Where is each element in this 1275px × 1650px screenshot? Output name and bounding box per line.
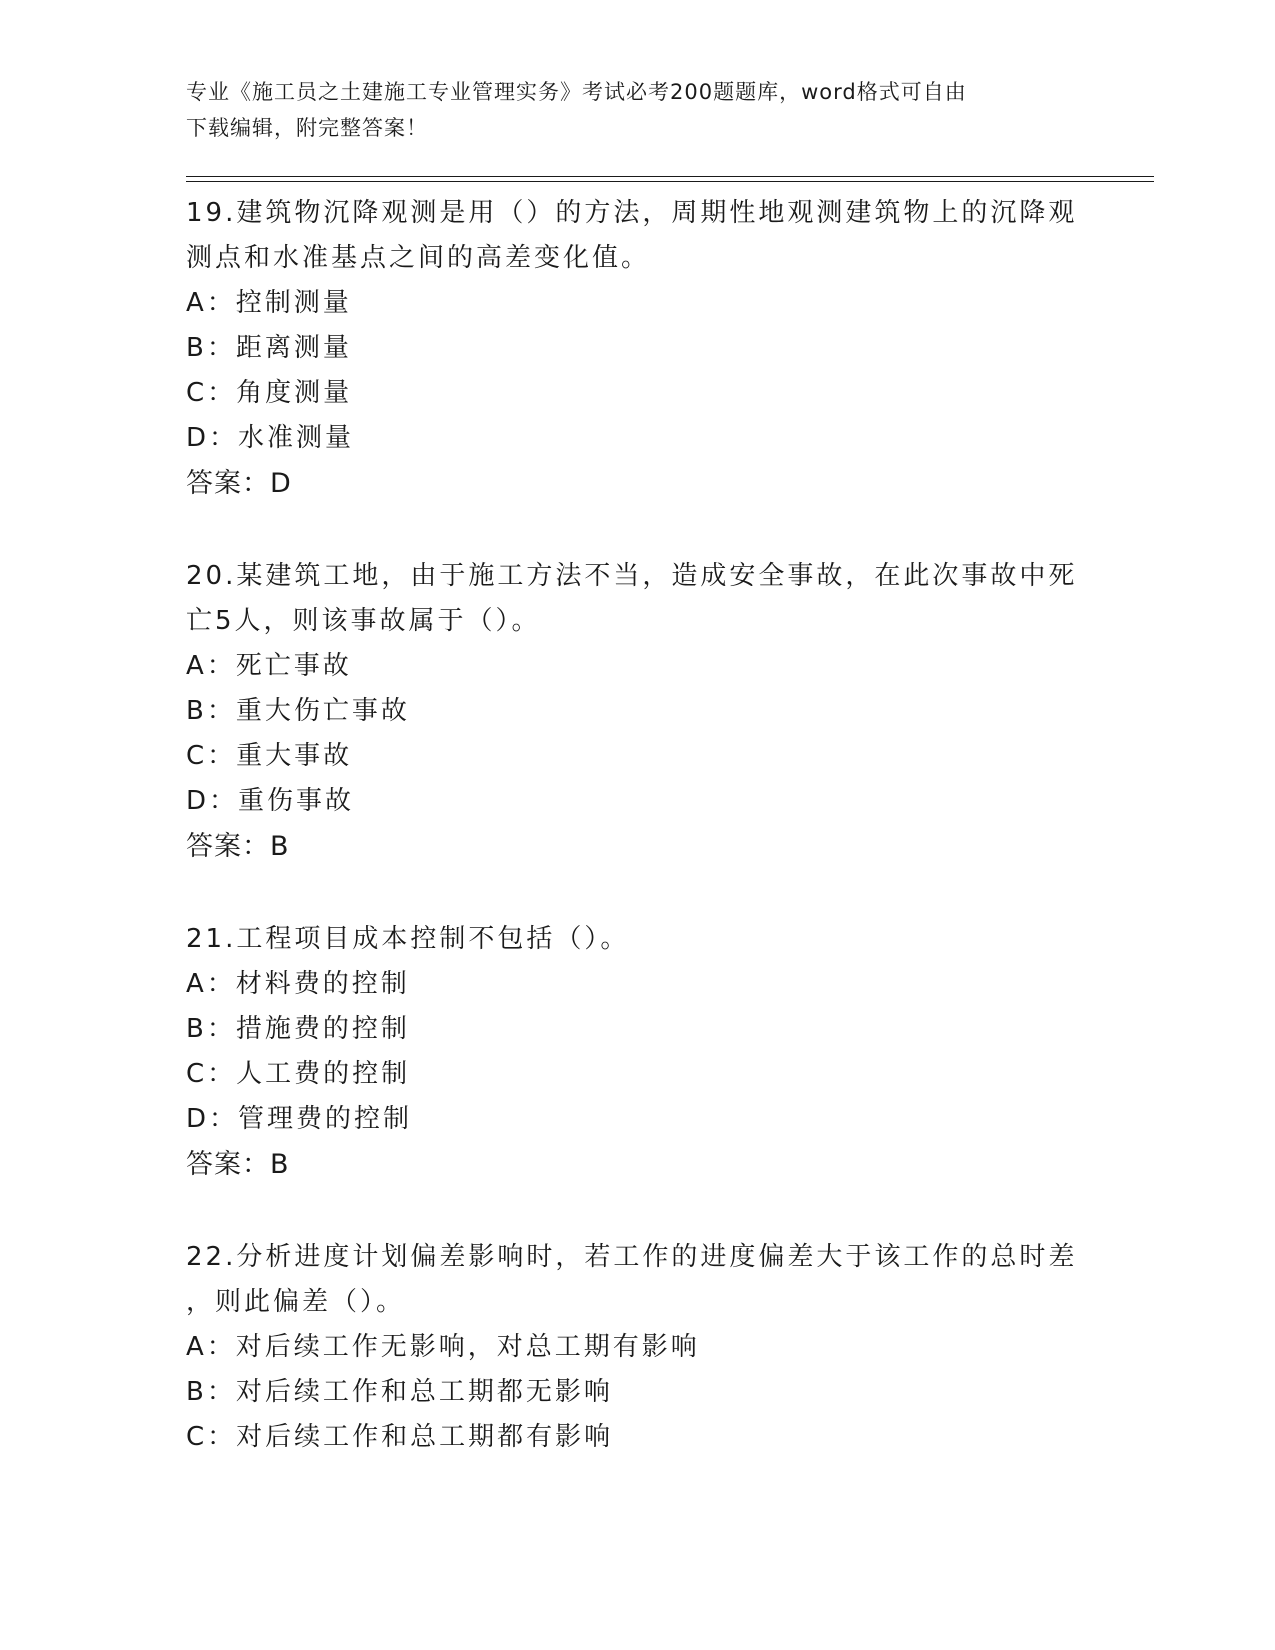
option-b: B：措施费的控制 [186, 1014, 410, 1044]
question-list [186, 191, 1086, 1460]
question-22 [186, 1235, 1086, 1460]
header-divider-top [186, 176, 1154, 177]
question-19 [186, 191, 1086, 506]
question-gap [186, 1187, 1086, 1235]
question-gap [186, 506, 1086, 554]
question-stem-line: 亡5人，则该事故属于（）。 [186, 606, 541, 636]
option-b: B：距离测量 [186, 333, 352, 363]
option-d: D：管理费的控制 [186, 1104, 413, 1134]
question-stem-line: 21.工程项目成本控制不包括（）。 [186, 924, 630, 954]
header-divider-bottom [186, 181, 1154, 182]
question-stem-line: 19.建筑物沉降观测是用（）的方法，周期性地观测建筑物上的沉降观 [186, 198, 1078, 228]
question-gap [186, 869, 1086, 917]
question-stem-line: 测点和水准基点之间的高差变化值。 [186, 243, 651, 273]
question-stem-line: ，则此偏差（）。 [186, 1287, 406, 1317]
option-d: D：水准测量 [186, 423, 355, 453]
option-a: A：死亡事故 [186, 651, 352, 681]
option-c: C：对后续工作和总工期都有影响 [186, 1422, 614, 1452]
option-c: C：角度测量 [186, 378, 353, 408]
option-a: A：控制测量 [186, 288, 352, 318]
answer-line: 答案：B [186, 1149, 290, 1180]
option-d: D：重伤事故 [186, 786, 355, 816]
option-b: B：重大伤亡事故 [186, 696, 410, 726]
header-line-1: 专业《施工员之土建施工专业管理实务》考试必考200题题库，word格式可自由 [186, 80, 967, 104]
header-line-2: 下载编辑，附完整答案！ [186, 116, 428, 140]
question-20 [186, 554, 1086, 869]
question-stem-line: 20.某建筑工地，由于施工方法不当，造成安全事故，在此次事故中死 [186, 561, 1078, 591]
document-header [186, 74, 1086, 146]
option-b: B：对后续工作和总工期都无影响 [186, 1377, 613, 1407]
answer-line: 答案：D [186, 468, 292, 499]
option-a: A：对后续工作无影响，对总工期有影响 [186, 1332, 700, 1362]
answer-line: 答案：B [186, 831, 290, 862]
option-c: C：重大事故 [186, 741, 353, 771]
option-a: A：材料费的控制 [186, 969, 410, 999]
option-c: C：人工费的控制 [186, 1059, 411, 1089]
question-21 [186, 917, 1086, 1187]
question-stem-line: 22.分析进度计划偏差影响时，若工作的进度偏差大于该工作的总时差 [186, 1242, 1078, 1272]
